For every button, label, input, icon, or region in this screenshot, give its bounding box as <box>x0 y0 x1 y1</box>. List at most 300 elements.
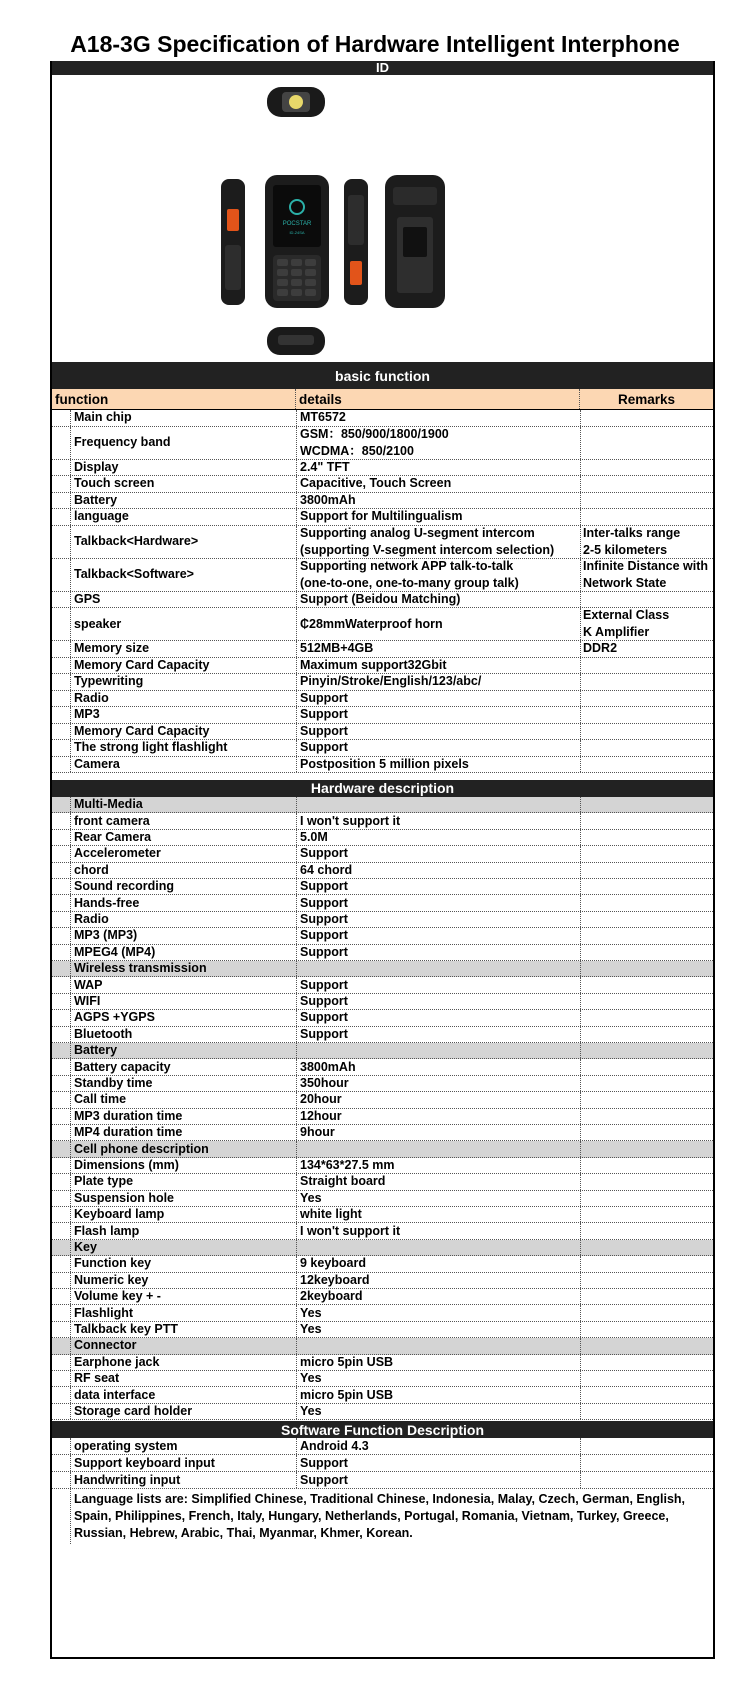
row-spacer <box>52 559 70 591</box>
remarks-cell <box>580 410 713 426</box>
row-spacer <box>52 1289 70 1304</box>
details-cell: 9hour <box>296 1125 580 1140</box>
hardware-row <box>52 846 713 862</box>
software-row <box>52 1438 713 1455</box>
row-spacer <box>52 641 70 657</box>
details-cell: micro 5pin USB <box>296 1355 580 1370</box>
function-cell: Battery capacity <box>70 1059 296 1074</box>
hardware-row <box>52 1322 713 1338</box>
remarks-cell <box>580 945 713 960</box>
remarks-cell <box>580 1027 713 1042</box>
hardware-row <box>52 1010 713 1026</box>
function-cell: speaker <box>70 608 296 640</box>
row-spacer <box>52 526 70 558</box>
group-blank <box>296 1338 580 1353</box>
row-spacer <box>52 740 70 756</box>
row-spacer <box>52 994 70 1009</box>
row-spacer <box>52 509 70 525</box>
function-cell: The strong light flashlight <box>70 740 296 756</box>
function-cell: AGPS +YGPS <box>70 1010 296 1025</box>
group-label: Key <box>70 1240 296 1255</box>
details-cell: 5.0M <box>296 830 580 845</box>
row-spacer <box>52 1059 70 1074</box>
basic-function-row <box>52 674 713 691</box>
remarks-cell <box>580 1322 713 1337</box>
basic-function-label: basic function <box>335 367 430 384</box>
function-cell: Memory size <box>70 641 296 657</box>
row-spacer <box>52 863 70 878</box>
row-spacer <box>52 410 70 426</box>
remarks-cell <box>580 592 713 608</box>
basic-function-row <box>52 757 713 774</box>
details-cell: Maximum support32Gbit <box>296 658 580 674</box>
remarks-cell <box>580 1076 713 1091</box>
remarks-cell <box>580 977 713 992</box>
remarks-cell <box>580 813 713 828</box>
software-row <box>52 1472 713 1489</box>
remarks-cell <box>580 863 713 878</box>
hardware-row <box>52 1355 713 1371</box>
group-blank <box>296 1043 580 1058</box>
hardware-row <box>52 1027 713 1043</box>
row-spacer <box>52 1141 70 1156</box>
row-spacer <box>52 895 70 910</box>
function-cell: Main chip <box>70 410 296 426</box>
function-cell: language <box>70 509 296 525</box>
id-label: ID <box>376 60 389 75</box>
details-cell: 3800mAh <box>296 1059 580 1074</box>
remarks-cell <box>580 928 713 943</box>
details-cell: 12hour <box>296 1109 580 1124</box>
hardware-row <box>52 1158 713 1174</box>
details-cell: Support <box>296 707 580 723</box>
header-function: function <box>52 389 296 409</box>
group-label: Wireless transmission <box>70 961 296 976</box>
details-cell: Straight board <box>296 1174 580 1189</box>
function-cell: Camera <box>70 757 296 773</box>
details-cell: Support <box>296 977 580 992</box>
row-spacer <box>52 1438 70 1454</box>
row-spacer <box>52 961 70 976</box>
remarks-cell <box>580 509 713 525</box>
remarks-cell <box>580 493 713 509</box>
details-cell: Support for Multilingualism <box>296 509 580 525</box>
remarks-cell <box>580 994 713 1009</box>
function-cell: Talkback<Software> <box>70 559 296 591</box>
row-spacer <box>52 813 70 828</box>
function-cell: WIFI <box>70 994 296 1009</box>
function-cell: WAP <box>70 977 296 992</box>
function-cell: Memory Card Capacity <box>70 724 296 740</box>
remarks-cell <box>580 674 713 690</box>
details-cell: Pinyin/Stroke/English/123/abc/ <box>296 674 580 690</box>
hardware-row <box>52 912 713 928</box>
header-remarks: Remarks <box>617 391 676 407</box>
remarks-cell <box>580 1387 713 1402</box>
row-spacer <box>52 427 70 459</box>
group-blank <box>580 1338 713 1353</box>
group-blank <box>580 797 713 812</box>
remarks-cell <box>580 707 713 723</box>
remarks-cell <box>580 1455 713 1471</box>
details-cell: Yes <box>296 1191 580 1206</box>
details-cell: Support <box>296 1472 580 1488</box>
basic-function-row <box>52 460 713 477</box>
row-spacer <box>52 1455 70 1471</box>
remarks-cell <box>580 1438 713 1454</box>
function-cell: Hands-free <box>70 895 296 910</box>
row-spacer <box>52 608 70 640</box>
hardware-row <box>52 1371 713 1387</box>
details-cell: Supporting network APP talk-to-talk (one-to-one, one-to-many group talk) <box>296 559 580 591</box>
row-spacer <box>52 1472 70 1488</box>
row-spacer <box>52 757 70 773</box>
function-cell: MP3 duration time <box>70 1109 296 1124</box>
group-label: Connector <box>70 1338 296 1353</box>
remarks-cell <box>580 1223 713 1238</box>
hardware-row <box>52 895 713 911</box>
details-cell: Support <box>296 691 580 707</box>
details-cell: 2.4" TFT <box>296 460 580 476</box>
details-cell: micro 5pin USB <box>296 1387 580 1402</box>
details-cell: 12keyboard <box>296 1273 580 1288</box>
basic-function-header <box>52 362 713 389</box>
details-cell: 134*63*27.5 mm <box>296 1158 580 1173</box>
function-cell: Frequency band <box>70 427 296 459</box>
basic-function-row <box>52 509 713 526</box>
function-cell: Talkback<Hardware> <box>70 526 296 558</box>
software-label: Software Function Description <box>280 1421 484 1438</box>
function-cell: operating system <box>70 1438 296 1454</box>
hardware-group-row <box>52 961 713 977</box>
group-label: Cell phone description <box>70 1141 296 1156</box>
hardware-header <box>52 780 713 797</box>
details-cell: Support <box>296 724 580 740</box>
remarks-cell: DDR2 <box>580 641 713 657</box>
details-cell: Support <box>296 912 580 927</box>
remarks-cell <box>580 1472 713 1488</box>
spec-sheet <box>50 61 715 1659</box>
function-cell: Typewriting <box>70 674 296 690</box>
hardware-group-row <box>52 797 713 813</box>
row-spacer <box>52 1027 70 1042</box>
remarks-cell <box>580 476 713 492</box>
function-cell: Handwriting input <box>70 1472 296 1488</box>
remarks-cell <box>580 691 713 707</box>
function-cell: Memory Card Capacity <box>70 658 296 674</box>
row-spacer <box>52 1174 70 1189</box>
basic-function-row <box>52 724 713 741</box>
function-cell: Rear Camera <box>70 830 296 845</box>
remarks-cell <box>580 912 713 927</box>
row-spacer <box>52 1109 70 1124</box>
function-cell: data interface <box>70 1387 296 1402</box>
group-blank <box>580 1141 713 1156</box>
row-spacer <box>52 1322 70 1337</box>
details-cell: 20hour <box>296 1092 580 1107</box>
hardware-group-row <box>52 1240 713 1256</box>
hardware-row <box>52 863 713 879</box>
remarks-cell <box>580 1109 713 1124</box>
row-spacer <box>52 476 70 492</box>
row-spacer <box>52 707 70 723</box>
function-cell: Call time <box>70 1092 296 1107</box>
row-spacer <box>52 1076 70 1091</box>
row-spacer <box>52 674 70 690</box>
row-spacer <box>52 945 70 960</box>
remarks-cell <box>580 846 713 861</box>
row-spacer <box>52 1125 70 1140</box>
function-cell: Bluetooth <box>70 1027 296 1042</box>
row-spacer <box>52 797 70 812</box>
row-spacer <box>52 1355 70 1370</box>
header-details: details <box>296 389 580 409</box>
product-image <box>52 75 713 362</box>
details-cell: I won't support it <box>296 813 580 828</box>
details-cell: MT6572 <box>296 410 580 426</box>
software-row <box>52 1455 713 1472</box>
details-cell: 2keyboard <box>296 1289 580 1304</box>
details-cell: Capacitive, Touch Screen <box>296 476 580 492</box>
row-spacer <box>52 658 70 674</box>
remarks-cell: External Class K Amplifier <box>580 608 713 640</box>
details-cell: Support <box>296 1455 580 1471</box>
group-blank <box>580 1240 713 1255</box>
details-cell: ₵28mmWaterproof horn <box>296 608 580 640</box>
remarks-cell <box>580 1010 713 1025</box>
row-spacer <box>52 1404 70 1419</box>
remarks-cell <box>580 830 713 845</box>
details-cell: Support <box>296 879 580 894</box>
hardware-row <box>52 977 713 993</box>
hardware-row <box>52 1125 713 1141</box>
basic-function-row <box>52 707 713 724</box>
hardware-row <box>52 994 713 1010</box>
function-cell: Standby time <box>70 1076 296 1091</box>
hardware-row <box>52 1256 713 1272</box>
remarks-cell <box>580 1125 713 1140</box>
details-cell: Support <box>296 945 580 960</box>
row-spacer <box>52 846 70 861</box>
remarks-cell <box>580 1059 713 1074</box>
row-spacer <box>52 1043 70 1058</box>
remarks-cell <box>580 757 713 773</box>
basic-function-row <box>52 740 713 757</box>
details-cell: Support <box>296 740 580 756</box>
remarks-cell <box>580 1207 713 1222</box>
column-header-row <box>52 389 713 410</box>
row-spacer <box>52 1191 70 1206</box>
hardware-row <box>52 1273 713 1289</box>
details-cell: Android 4.3 <box>296 1438 580 1454</box>
remarks-cell <box>580 1092 713 1107</box>
remarks-cell <box>580 427 713 459</box>
row-spacer <box>52 724 70 740</box>
row-spacer <box>52 977 70 992</box>
group-blank <box>296 797 580 812</box>
remarks-cell <box>580 895 713 910</box>
remarks-cell <box>580 1289 713 1304</box>
function-cell: Support keyboard input <box>70 1455 296 1471</box>
row-spacer <box>52 1256 70 1271</box>
details-cell: Support (Beidou Matching) <box>296 592 580 608</box>
details-cell: GSM：850/900/1800/1900 WCDMA：850/2100 <box>296 427 580 459</box>
details-cell: Support <box>296 1027 580 1042</box>
row-spacer <box>52 1305 70 1320</box>
details-cell: Support <box>296 994 580 1009</box>
function-cell: Accelerometer <box>70 846 296 861</box>
remarks-cell <box>580 1174 713 1189</box>
details-cell: Support <box>296 846 580 861</box>
basic-function-row <box>52 592 713 609</box>
group-label: Battery <box>70 1043 296 1058</box>
remarks-cell <box>580 1158 713 1173</box>
hardware-row <box>52 813 713 829</box>
details-cell: Support <box>296 895 580 910</box>
hardware-group-row <box>52 1338 713 1354</box>
function-cell: MPEG4 (MP4) <box>70 945 296 960</box>
id-header <box>52 61 713 75</box>
hardware-group-row <box>52 1141 713 1157</box>
remarks-cell <box>580 1305 713 1320</box>
row-spacer <box>52 493 70 509</box>
basic-function-row <box>52 691 713 708</box>
hardware-row <box>52 1289 713 1305</box>
group-label: Multi-Media <box>70 797 296 812</box>
hardware-row <box>52 1191 713 1207</box>
row-spacer <box>52 912 70 927</box>
function-cell: Talkback key PTT <box>70 1322 296 1337</box>
details-cell: Yes <box>296 1305 580 1320</box>
remarks-cell <box>580 1355 713 1370</box>
function-cell: Earphone jack <box>70 1355 296 1370</box>
details-cell: Yes <box>296 1322 580 1337</box>
function-cell: Flash lamp <box>70 1223 296 1238</box>
function-cell: chord <box>70 863 296 878</box>
details-cell: Yes <box>296 1371 580 1386</box>
function-cell: Radio <box>70 912 296 927</box>
basic-function-row <box>52 526 713 559</box>
hardware-row <box>52 1207 713 1223</box>
hardware-row <box>52 1092 713 1108</box>
details-cell: I won't support it <box>296 1223 580 1238</box>
row-spacer <box>52 592 70 608</box>
row-spacer <box>52 1338 70 1353</box>
basic-function-row <box>52 410 713 427</box>
group-blank <box>296 1141 580 1156</box>
basic-function-row <box>52 476 713 493</box>
function-cell: MP4 duration time <box>70 1125 296 1140</box>
group-blank <box>580 961 713 976</box>
row-spacer <box>52 1207 70 1222</box>
details-cell: 64 chord <box>296 863 580 878</box>
hardware-row <box>52 879 713 895</box>
row-spacer <box>52 1240 70 1255</box>
details-cell: 350hour <box>296 1076 580 1091</box>
row-spacer <box>52 1092 70 1107</box>
page-title: A18-3G Specification of Hardware Intelligent Interphone <box>70 31 680 57</box>
function-cell: Volume key + - <box>70 1289 296 1304</box>
function-cell: Suspension hole <box>70 1191 296 1206</box>
remarks-cell <box>580 1256 713 1271</box>
details-cell: 3800mAh <box>296 493 580 509</box>
row-spacer <box>52 1223 70 1238</box>
function-cell: Flashlight <box>70 1305 296 1320</box>
group-blank <box>296 961 580 976</box>
function-cell: GPS <box>70 592 296 608</box>
hardware-row <box>52 1109 713 1125</box>
details-cell: Yes <box>296 1404 580 1419</box>
basic-function-row <box>52 427 713 460</box>
remarks-cell <box>580 1371 713 1386</box>
hardware-group-row <box>52 1043 713 1059</box>
function-cell: Display <box>70 460 296 476</box>
group-blank <box>296 1240 580 1255</box>
remarks-cell <box>580 1273 713 1288</box>
row-spacer <box>52 691 70 707</box>
language-note-row <box>52 1489 713 1545</box>
hardware-label: Hardware description <box>310 780 455 796</box>
row-spacer <box>52 1010 70 1025</box>
hardware-row <box>52 830 713 846</box>
function-cell: Storage card holder <box>70 1404 296 1419</box>
hardware-row <box>52 1059 713 1075</box>
row-spacer <box>52 928 70 943</box>
hardware-row <box>52 1223 713 1239</box>
basic-function-row <box>52 493 713 510</box>
function-cell: Keyboard lamp <box>70 1207 296 1222</box>
details-cell: Support <box>296 1010 580 1025</box>
remarks-cell <box>580 460 713 476</box>
basic-function-row <box>52 641 713 658</box>
row-spacer <box>52 879 70 894</box>
basic-function-row <box>52 658 713 675</box>
function-cell: Dimensions (mm) <box>70 1158 296 1173</box>
row-spacer <box>52 1158 70 1173</box>
details-cell: Support <box>296 928 580 943</box>
details-cell: white light <box>296 1207 580 1222</box>
details-cell: 512MB+4GB <box>296 641 580 657</box>
function-cell: Touch screen <box>70 476 296 492</box>
basic-function-row <box>52 559 713 592</box>
row-spacer <box>52 460 70 476</box>
screen-model-text: ID-24SA <box>289 230 305 235</box>
remarks-cell <box>580 658 713 674</box>
remarks-cell <box>580 1191 713 1206</box>
details-cell: 9 keyboard <box>296 1256 580 1271</box>
software-header <box>52 1421 713 1438</box>
function-cell: Sound recording <box>70 879 296 894</box>
function-cell: Function key <box>70 1256 296 1271</box>
details-cell: Supporting analog U-segment intercom (supporting V-segment intercom selection) <box>296 526 580 558</box>
function-cell: front camera <box>70 813 296 828</box>
screen-brand-text: POCSTAR <box>282 221 312 227</box>
function-cell: MP3 (MP3) <box>70 928 296 943</box>
row-spacer <box>52 830 70 845</box>
function-cell: Battery <box>70 493 296 509</box>
remarks-cell <box>580 1404 713 1419</box>
remarks-cell <box>580 879 713 894</box>
row-spacer <box>52 1387 70 1402</box>
remarks-cell: Infinite Distance with Network State <box>580 559 713 591</box>
details-cell: Postposition 5 million pixels <box>296 757 580 773</box>
language-note: Language lists are: Simplified Chinese, Traditional Chinese, Indonesia, Malay, Czech, German, English, Spain, Philippines, French, Italy, Hungary, Netherlands, Portugal, Romania, Vietnam, Turkey, Greece, Russian, Hebrew, Arabic, Thai, Myanmar, Khmer, Korean. <box>70 1489 713 1544</box>
hardware-row <box>52 1387 713 1403</box>
function-cell: Radio <box>70 691 296 707</box>
basic-function-row <box>52 608 713 641</box>
phone-views-illustration <box>52 75 713 362</box>
function-cell: Plate type <box>70 1174 296 1189</box>
